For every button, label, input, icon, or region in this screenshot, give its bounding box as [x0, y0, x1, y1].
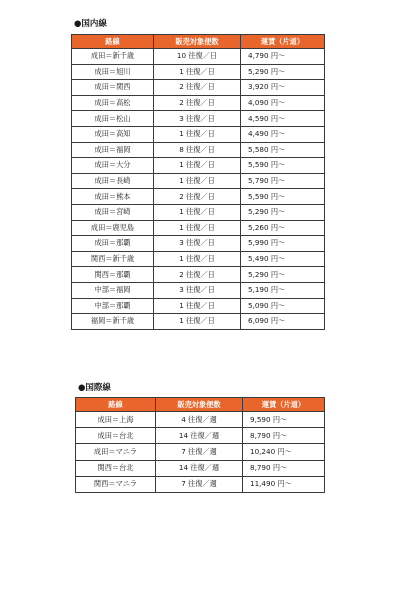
flights-cell: 10 往復／日: [154, 49, 241, 65]
fare-cell: 5,590 円〜: [241, 189, 325, 205]
flights-cell: 1 往復／日: [154, 204, 241, 220]
flights-cell: 2 往復／日: [154, 267, 241, 283]
fare-cell: 5,790 円〜: [241, 173, 325, 189]
route-cell: 成田＝福岡: [72, 142, 154, 158]
table-row: [72, 189, 325, 205]
fare-cell: 11,490 円〜: [243, 476, 325, 492]
fare-cell: 4,090 円〜: [241, 95, 325, 111]
fare-cell: 4,790 円〜: [241, 49, 325, 65]
route-cell: 成田＝新千歳: [72, 49, 154, 65]
fare-cell: 5,290 円〜: [241, 267, 325, 283]
flights-cell: 2 往復／日: [154, 95, 241, 111]
fare-cell: 5,590 円〜: [241, 158, 325, 174]
flights-cell: 7 往復／週: [156, 444, 243, 460]
fare-cell: 5,190 円〜: [241, 282, 325, 298]
table-row: [72, 173, 325, 189]
flights-cell: 1 往復／日: [154, 220, 241, 236]
fare-cell: 3,920 円〜: [241, 80, 325, 96]
route-cell: 成田＝上海: [76, 412, 156, 428]
route-cell: 成田＝高知: [72, 126, 154, 142]
table-row: [72, 95, 325, 111]
header-route: 路線: [76, 398, 156, 412]
fare-cell: 5,090 円〜: [241, 298, 325, 314]
route-cell: 関西＝那覇: [72, 267, 154, 283]
table-row: [72, 314, 325, 330]
route-cell: 福岡＝新千歳: [72, 314, 154, 330]
fare-cell: 9,590 円〜: [243, 412, 325, 428]
flights-cell: 2 往復／日: [154, 80, 241, 96]
header-flights: 販売対象便数: [154, 35, 241, 49]
fare-cell: 8,790 円〜: [243, 460, 325, 476]
route-cell: 成田＝マニラ: [76, 444, 156, 460]
route-cell: 成田＝熊本: [72, 189, 154, 205]
flights-cell: 1 往復／日: [154, 64, 241, 80]
route-cell: 成田＝長崎: [72, 173, 154, 189]
table-row: [72, 204, 325, 220]
flights-cell: 14 往復／週: [156, 428, 243, 444]
header-flights: 販売対象便数: [156, 398, 243, 412]
table-row: [72, 267, 325, 283]
table-row: [72, 126, 325, 142]
route-cell: 関西＝新千歳: [72, 251, 154, 267]
route-cell: 成田＝関西: [72, 80, 154, 96]
flights-cell: 1 往復／日: [154, 314, 241, 330]
flights-cell: 8 往復／日: [154, 142, 241, 158]
table-row: [72, 158, 325, 174]
fare-cell: 5,260 円〜: [241, 220, 325, 236]
table-row: [72, 64, 325, 80]
route-cell: 成田＝宮崎: [72, 204, 154, 220]
table-row: [72, 111, 325, 127]
header-fare: 運賃（片道）: [243, 398, 325, 412]
table-row: [76, 476, 325, 492]
route-cell: 中部＝那覇: [72, 298, 154, 314]
table-header-row: [72, 35, 325, 49]
route-cell: 成田＝松山: [72, 111, 154, 127]
route-cell: 関西＝台北: [76, 460, 156, 476]
fare-cell: 5,290 円〜: [241, 64, 325, 80]
header-route: 路線: [72, 35, 154, 49]
fare-cell: 5,490 円〜: [241, 251, 325, 267]
fare-cell: 10,240 円〜: [243, 444, 325, 460]
table-row: [72, 251, 325, 267]
fare-cell: 5,580 円〜: [241, 142, 325, 158]
route-cell: 成田＝旭川: [72, 64, 154, 80]
table-row: [72, 220, 325, 236]
table-header-row: [76, 398, 325, 412]
table-row: [72, 49, 325, 65]
flights-cell: 1 往復／日: [154, 251, 241, 267]
route-cell: 成田＝鹿児島: [72, 220, 154, 236]
table-row: [76, 428, 325, 444]
table-row: [72, 282, 325, 298]
table-row: [72, 298, 325, 314]
flights-cell: 1 往復／日: [154, 158, 241, 174]
international-fare-table: [75, 397, 325, 493]
flights-cell: 7 往復／週: [156, 476, 243, 492]
flights-cell: 3 往復／日: [154, 111, 241, 127]
fare-cell: 5,290 円〜: [241, 204, 325, 220]
route-cell: 成田＝大分: [72, 158, 154, 174]
route-cell: 中部＝福岡: [72, 282, 154, 298]
flights-cell: 1 往復／日: [154, 298, 241, 314]
fare-cell: 8,790 円〜: [243, 428, 325, 444]
table-row: [72, 80, 325, 96]
route-cell: 成田＝高松: [72, 95, 154, 111]
route-cell: 関西＝マニラ: [76, 476, 156, 492]
flights-cell: 3 往復／日: [154, 236, 241, 252]
international-section-title: ●国際線: [78, 383, 111, 393]
table-row: [72, 236, 325, 252]
route-cell: 成田＝那覇: [72, 236, 154, 252]
table-row: [76, 412, 325, 428]
flights-cell: 1 往復／日: [154, 126, 241, 142]
fare-cell: 6,090 円〜: [241, 314, 325, 330]
header-fare: 運賃（片道）: [241, 35, 325, 49]
table-row: [72, 142, 325, 158]
domestic-fare-table: [71, 34, 325, 330]
route-cell: 成田＝台北: [76, 428, 156, 444]
flights-cell: 14 往復／週: [156, 460, 243, 476]
flights-cell: 4 往復／週: [156, 412, 243, 428]
flights-cell: 3 往復／日: [154, 282, 241, 298]
fare-cell: 5,990 円〜: [241, 236, 325, 252]
table-row: [76, 444, 325, 460]
flights-cell: 2 往復／日: [154, 189, 241, 205]
fare-cell: 4,490 円〜: [241, 126, 325, 142]
table-row: [76, 460, 325, 476]
fare-cell: 4,590 円〜: [241, 111, 325, 127]
domestic-section-title: ●国内線: [74, 19, 107, 29]
flights-cell: 1 往復／日: [154, 173, 241, 189]
